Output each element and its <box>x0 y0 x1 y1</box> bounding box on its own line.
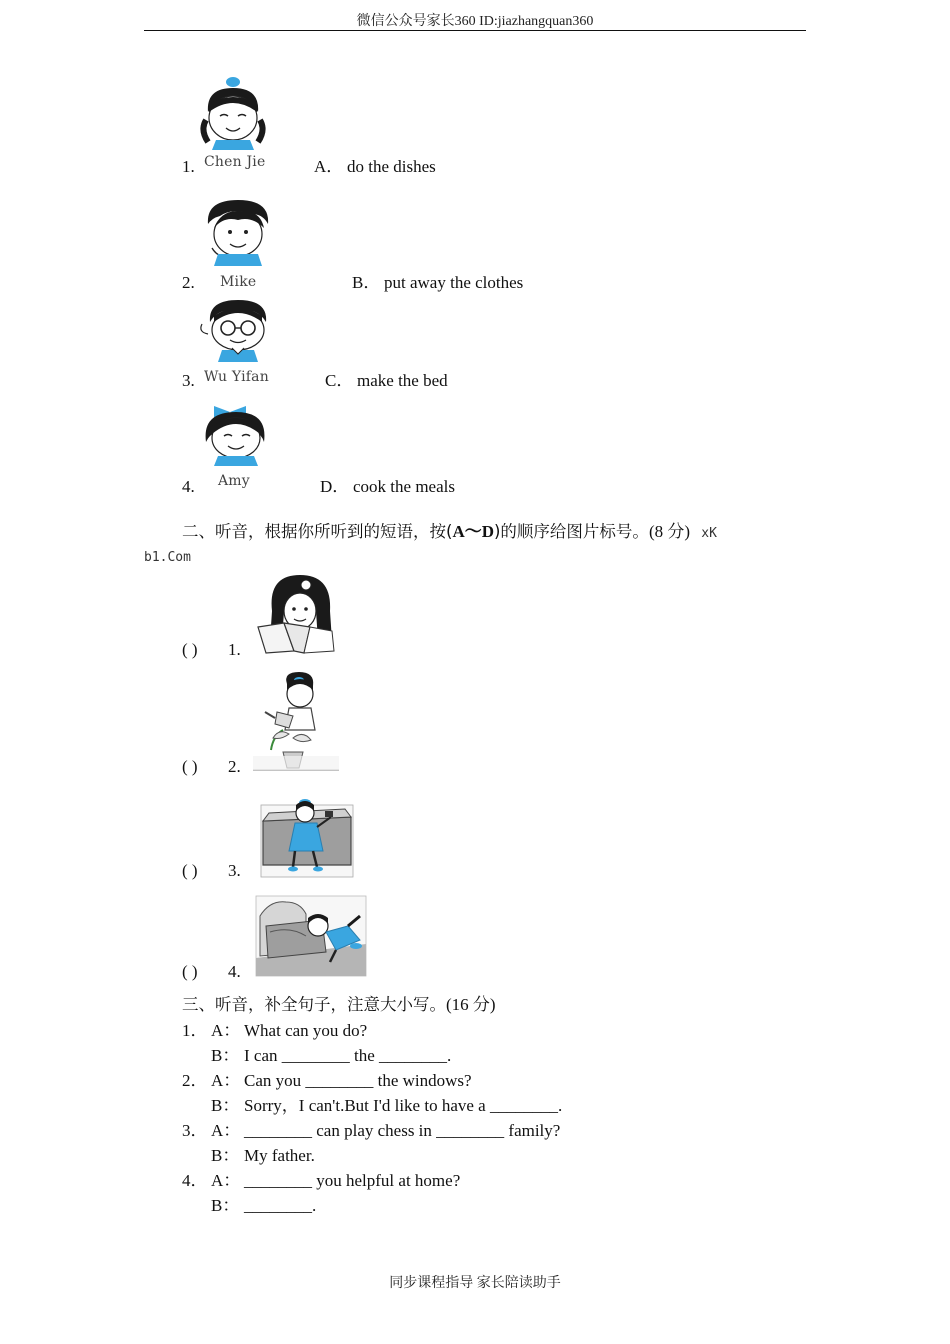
question-number: 2． <box>182 1071 208 1090</box>
answer-blank[interactable]: ( ) <box>182 962 198 981</box>
speaker-label: B： <box>211 1096 240 1115</box>
option-letter: A． <box>314 157 344 176</box>
dialogue-line: ________ you helpful at home? <box>244 1171 461 1190</box>
section-3-title <box>182 994 496 1016</box>
girl-cleaning-desk-icon <box>261 795 353 877</box>
page-header: 微信公众号家长360 ID:jiazhangquan360 <box>356 14 594 29</box>
speaker-label: B： <box>211 1146 240 1165</box>
item-number: 1. <box>228 640 241 659</box>
girl-with-bow-icon <box>200 398 270 466</box>
option-letter: C． <box>325 371 354 390</box>
speaker-label: A： <box>211 1171 241 1190</box>
page-footer: 同步课程指导 家长陪读助手 <box>389 1276 561 1291</box>
section-2-title-prefix: 二、听音，根据你所听到的短语，按( <box>182 522 453 541</box>
item-number: 3. <box>228 861 241 880</box>
answer-blank[interactable]: ( ) <box>182 757 198 776</box>
dialogue-line: I can ________ the ________. <box>244 1046 452 1065</box>
answer-blank[interactable]: ( ) <box>182 640 198 659</box>
watermark-text: xK <box>701 526 717 541</box>
option-text: cook the meals <box>353 477 455 496</box>
option-letter: D． <box>320 477 350 496</box>
item-number: 2. <box>182 273 195 292</box>
section-3-points: (16 分) <box>446 995 496 1014</box>
girl-watering-flowers-icon <box>253 672 339 772</box>
section-3-title-text: 三、听音，补全句子，注意大小写。 <box>182 995 446 1014</box>
option-text: do the dishes <box>347 157 436 176</box>
dialogue-line: ________ can play chess in ________ family? <box>244 1121 561 1140</box>
boy-with-glasses-icon <box>200 296 276 362</box>
section-2-points: (8 分) <box>648 522 691 541</box>
item-number: 4. <box>228 962 241 981</box>
speaker-label: B： <box>211 1046 240 1065</box>
option-text: put away the clothes <box>384 273 524 292</box>
dialogue-line: Sorry，I can't.But I'd like to have a ________. <box>244 1096 563 1115</box>
girl-making-bed-icon <box>256 896 366 976</box>
item-number: 1. <box>182 157 195 176</box>
girl-with-ponytails-icon <box>198 76 268 150</box>
option-text: make the bed <box>357 371 448 390</box>
question-number: 1． <box>182 1021 208 1040</box>
girl-reading-book-icon <box>254 571 336 653</box>
speaker-label: A： <box>211 1071 241 1090</box>
question-number: 4． <box>182 1171 208 1190</box>
dialogue-line: My father. <box>244 1146 315 1165</box>
character-name: Amy <box>218 473 250 489</box>
dialogue-line: ________. <box>244 1196 317 1215</box>
section-2-title <box>182 521 717 545</box>
boy-with-hair-icon <box>202 198 272 266</box>
character-name: Mike <box>220 274 257 290</box>
dialogue-line: What can you do? <box>244 1021 368 1040</box>
item-number: 3. <box>182 371 195 390</box>
item-number: 2. <box>228 757 241 776</box>
character-name: Chen Jie <box>204 154 266 170</box>
item-number: 4. <box>182 477 195 496</box>
dialogue-line: Can you ________ the windows? <box>244 1071 472 1090</box>
section-2-title-suffix: )的顺序给图片标号。 <box>494 522 649 541</box>
section-2-title-range: A～D <box>452 522 494 541</box>
question-number: 3． <box>182 1121 208 1140</box>
option-letter: B． <box>352 273 381 292</box>
answer-blank[interactable]: ( ) <box>182 861 198 880</box>
speaker-label: A： <box>211 1121 241 1140</box>
speaker-label: B： <box>211 1196 240 1215</box>
character-name: Wu Yifan <box>204 369 269 385</box>
header-divider <box>144 30 806 31</box>
speaker-label: A： <box>211 1021 241 1040</box>
watermark-text: b1.Com <box>144 550 191 565</box>
